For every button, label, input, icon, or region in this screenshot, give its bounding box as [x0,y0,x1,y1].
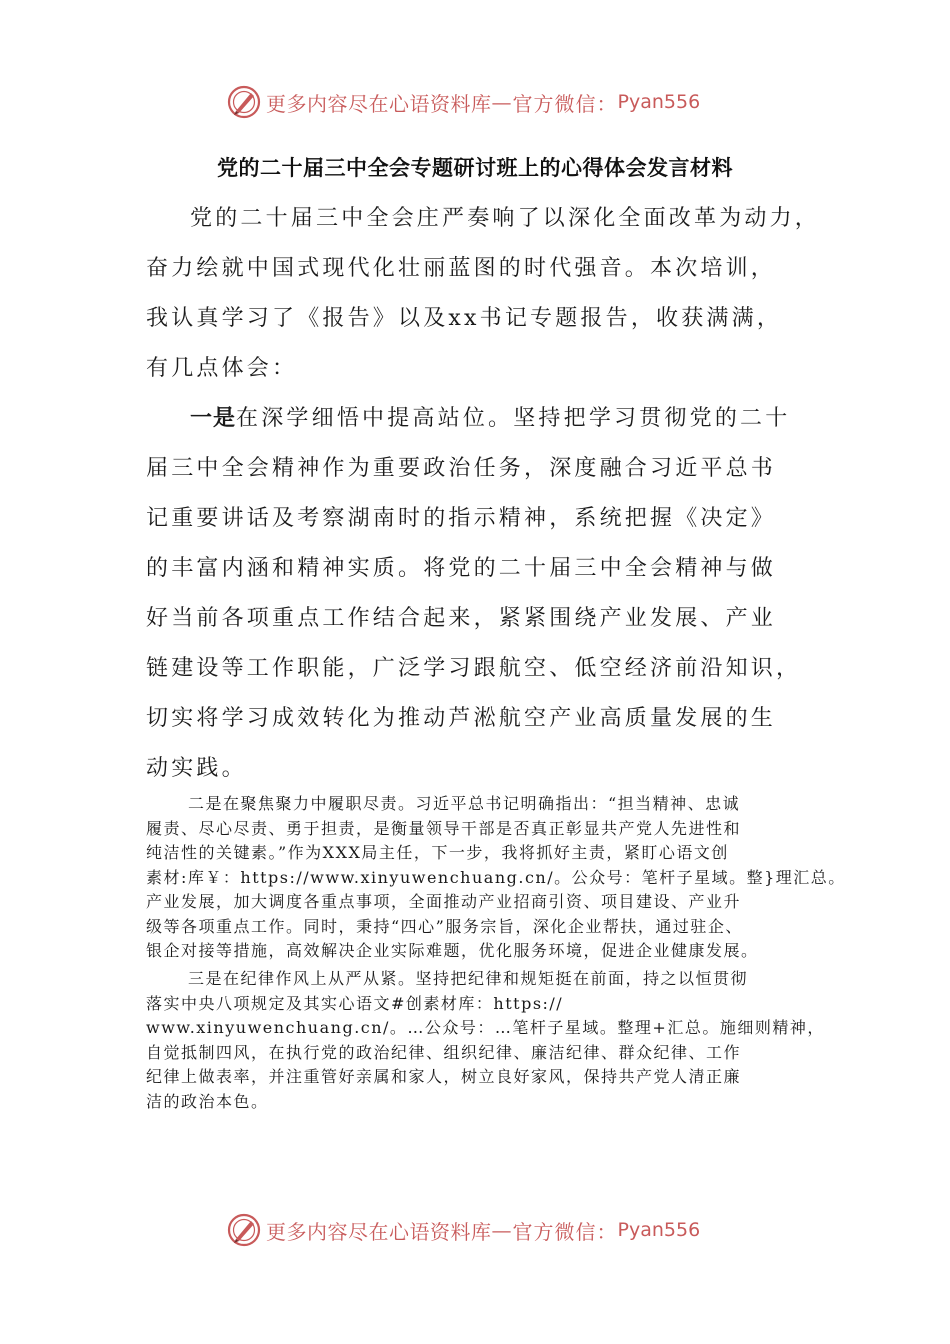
point2-line: 银企对接等措施，高效解决企业实际难题，优化服务环境，促进企业健康发展。 [146,941,759,960]
point3-paragraph [146,967,836,1114]
point1-line: 记重要讲话及考察湖南时的指示精神，系统把握《决定》 [146,506,777,531]
footer-banner [226,1210,746,1250]
banner-wechat-label: 官方微信： [512,91,618,116]
pen-logo-icon [226,1212,262,1248]
banner-wechat-id: Pyan556 [617,1219,701,1241]
point3-line: 落实中央八项规定及其实心语文#创素材库：https:// [146,993,564,1013]
banner-wechat-label: 官方微信： [512,1219,618,1244]
point2-line: 级等各项重点工作。同时，秉持“四心”服务宗旨，深化企业帮扶，通过驻企、 [146,916,743,936]
point3-line: 三是在纪律作风上从严从紧。坚持把纪律和规矩挺在前面，持之以恒贯彻 [188,969,749,988]
point1-line: 链建设等工作职能，广泛学习跟航空、低空经济前沿知识， [146,656,802,681]
banner-slogan: 更多内容尽在心语资料库 [266,91,492,116]
pen-logo-icon [226,84,262,120]
point2-line: 履责、尽心尽责、勇于担责，是衡量领导干部是否真正彰显共产党人先进性和 [146,818,742,838]
document-title: 党的二十届三中全会专题研讨班上的心得体会发言材料 [217,156,733,180]
point1-lead: 一是 [190,406,237,431]
point2-line: 素材:库￥：https://www.xinyuwenchuang.cn/。公众号：笔杆子星域。整}理汇总。 [146,867,846,887]
point2-line: 产业发展，加大调度各重点事项，全面推动产业招商引资、项目建设、产业升 [146,892,742,911]
intro-paragraph [146,194,826,394]
point1-line: 动实践。 [146,756,247,781]
point1-line: 的丰富内涵和精神实质。将党的二十届三中全会精神与做 [146,556,777,581]
intro-line: 党的二十届三中全会庄严奏响了以深化全面改革为动力， [190,206,821,231]
header-banner [226,82,746,122]
intro-line: 奋力绘就中国式现代化壮丽蓝图的时代强音。本次培训， [146,256,777,281]
point2-line: 纯洁性的关键素。”作为XXX局主任，下一步，我将抓好主责，紧盯心语文创 [146,843,729,862]
point1-line: 好当前各项重点工作结合起来，紧紧围绕产业发展、产业 [146,606,777,631]
intro-line: 有几点体会： [146,356,298,381]
point3-line: 洁的政治本色。 [146,1091,269,1111]
banner-dash: — [491,90,513,114]
point1-paragraph [146,394,826,794]
point1-line-text: 在深学细悟中提高站位。坚持把学习贯彻党的二十 [236,406,791,431]
point3-line: 自觉抵制四风，在执行党的政治纪律、组织纪律、廉洁纪律、群众纪律、工作 [146,1042,742,1062]
banner-wechat-id: Pyan556 [617,91,701,113]
point3-line: 纪律上做表率，并注重管好亲属和家人，树立良好家风，保持共产党人清正廉 [146,1067,742,1086]
point1-line [146,394,826,444]
point1-line: 切实将学习成效转化为推动芦淞航空产业高质量发展的生 [146,706,777,731]
intro-line: 我认真学习了《报告》以及xx书记专题报告，收获满满， [146,306,783,331]
point3-line: www.xinyuwenchuang.cn/。…公众号：…笔杆子星域。整理+汇总。施细则精神， [146,1018,825,1037]
point1-line: 届三中全会精神作为重要政治任务，深度融合习近平总书 [146,456,777,481]
banner-slogan: 更多内容尽在心语资料库 [266,1219,492,1244]
banner-dash: — [491,1218,513,1242]
point2-paragraph [146,792,846,964]
point2-line: 二是在聚焦聚力中履职尽责。习近平总书记明确指出：“担当精神、忠诚 [188,794,741,813]
